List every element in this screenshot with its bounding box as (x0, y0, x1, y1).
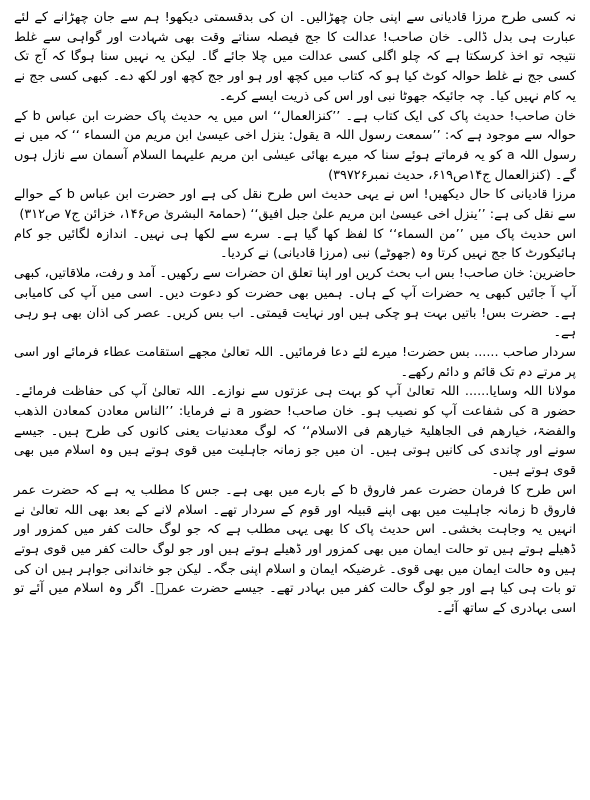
paragraph-7: مولانا اللہ وسایا...... اللہ تعالیٰ آپ کو بہت ہی عزتوں سے نوازے۔ اللہ تعالیٰ آپ کی حفاظت فرمائے۔ حضور a کی شفاعت آپ کو نصیب ہو۔ خان صاحب! حضور a نے فرمایا: ’’الناس معادن کمعادن الذھب والفضۃ، خیارھم فی الجاھلیۃ خیارھم فی الاسلام‘‘ کہ لوگ معدنیات یعنی کانوں کی طرح ہیں۔ جیسے سونے اور چاندی کی کانیں ہوتی ہیں۔ ان میں جو زمانہ جاہلیت میں قوی ہوتے ہیں وہ اسلام میں بھی قوی ہوتے ہیں۔ (14, 384, 577, 479)
paragraph-4: اس حدیث پاک میں ’’من السماء‘‘ کا لفظ کھا گیا ہے۔ سرے سے لکھا ہی نہیں۔ اندازہ لگائیں جو کام ہائیکورٹ کا جج نہیں کرتا وہ (جھوٹے) نبی (مرزا قادیانی) نے کردیا۔ (14, 226, 576, 262)
paragraph-5: حاضرین: خان صاحب! بس اب بحث کریں اور اپنا تعلق ان حضرات سے رکھیں۔ آمد و رفت، ملاقاتیں، کبھی آپ آ جائیں کبھی یہ حضرات آپ کے ہاں۔ ہمیں بھی حضرت کو دعوت دیں۔ اسی میں آپ کی کامیابی ہے۔ حضرت بس! باتیں بہت ہو چکی ہیں اور نہایت قیمتی۔ اب بس کریں۔ عصر کی اذان بھی ہو رہی ہے۔ (14, 266, 576, 341)
paragraph-1: نہ کسی طرح مرزا قادیانی سے اپنی جان چھڑالیں۔ ان کی بدقسمتی دیکھو! ہم سے جان چھڑانے کے لئے عبارت ہی بدل ڈالی۔ خان صاحب! عدالت کا جج فیصلہ سناتے وقت بھی شہادت اور گواہی سے غلط نتیجہ تو اخذ کرسکتا ہے کہ چلو اگلی کسی عدالت میں چلا جائے گا۔ لیکن یہ نہیں سنا ہوگا کہ آج تک کسی جج نے غلط حوالہ کوٹ کیا ہو کہ کتاب میں کچھ اور ہو اور جج کچھ اور لکھ دے۔ کبھی کسی جج نے یہ کام نہیں کیا۔ چہ جائیکہ جھوٹا نبی اور اس کی ذریت ایسے کرے۔ (14, 10, 576, 104)
paragraph-6: سردار صاحب ...... بس حضرت! میرے لئے دعا فرمائیں۔ اللہ تعالیٰ مجھے استقامت عطاء فرمائے اور اسی پر مرتے دم تک قائم و دائم رکھے۔ (14, 344, 576, 380)
paragraph-3: مرزا قادیانی کا حال دیکھیں! اس نے یہی حدیث اس طرح نقل کی ہے اور حضرت ابن عباس b کے حوالے سے نقل کی ہے: ’’ینزل اخی عیسیٰ ابن مریم علیٰ جبل افیق‘‘ (حمامۃ البشریٰ ص۱۴۶، خزائن ج۷ ص۳۱۲) (14, 187, 577, 223)
paragraph-2: خان صاحب! حدیث پاک کی ایک کتاب ہے۔ ’’کنزالعمال‘‘ اس میں یہ حدیث پاک حضرت ابن عباس b کے حوالہ سے موجود ہے کہ: ’’سمعت رسول اللہ a یقول: ینزل اخی عیسیٰ ابن مریم من السماء ‘‘ کہ میں نے رسول اللہ a کو یہ فرماتے ہوئے سنا کہ میرے بھائی عیسٰی ابن مریم علیہما السلام آسمان سے نازل ہوں گے۔ (کنزالعمال ج۱۴ص۶۱۹، حدیث نمبر۳۹۷۲۶) (14, 108, 576, 183)
paragraph-8: اس طرح کا فرمان حضرت عمر فاروق b کے بارے میں بھی ہے۔ جس کا مطلب یہ ہے کہ حضرت عمر فاروق b زمانہ جاہلیت میں بھی اپنے قبیلہ اور قوم کے سردار تھے۔ اسلام لانے کے بعد بھی اللہ تعالیٰ نے انہیں یہ وجاہت بخشی۔ اس حدیث پاک کا بھی یہی مطلب ہے کہ جو لوگ حالت کفر میں کمزور اور ڈھیلے ہوتے ہیں تو حالت ایمان میں بھی کمزور اور ڈھیلے ہوتے ہیں اور جو لوگ حالت کفر میں قوی ہوتے ہیں وہ حالت ایمان میں بھی قوی۔ غرضیکہ ایمان و اسلام اپنی جگہ۔ لیکن جو خاندانی جواہر ہیں ان کی تو بات ہی کیا ہے اور جو لوگ حالت کفر میں بہادر تھے۔ جیسے حضرت عمرؓ۔ اگر وہ اسلام میں آئے تو اسی بہادری کے ساتھ آئے۔ (14, 482, 577, 617)
